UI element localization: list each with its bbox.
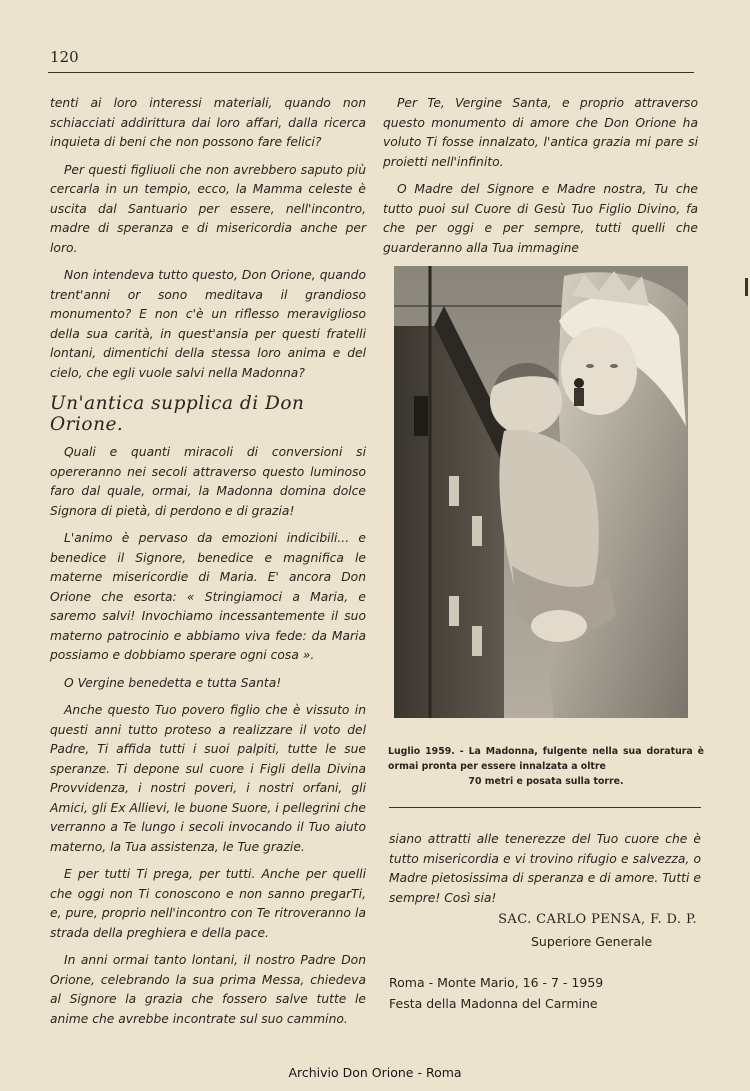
paragraph: Per Te, Vergine Santa, e proprio attraverso questo monumento di amore che Don Orione ha voluto Ti fosse innalzato, l'antica grazia mi pare si proietti nell'infinito.	[383, 96, 698, 169]
paragraph: In anni ormai tanto lontani, il nostro Padre Don Orione, celebrando la sua prima Messa, chiedeva al Signore la grazia che fossero salve tutte le anime che avrebbe incontrate sul suo cammino.	[50, 953, 366, 1026]
section-heading: Un'antica supplica di Don Orione.	[50, 393, 305, 435]
place-date: Roma - Monte Mario, 16 - 7 - 1959	[389, 975, 604, 990]
right-column-top	[383, 94, 698, 266]
caption-last-line: 70 metri e posata sulla torre.	[468, 776, 624, 787]
signature-block	[389, 912, 701, 1011]
archive-footer: Archivio Don Orione - Roma	[288, 1065, 462, 1080]
photo-caption	[388, 744, 704, 789]
signature-name: SAC. CARLO PENSA, F. D. P.	[498, 912, 697, 927]
paragraph: O Madre del Signore e Madre nostra, Tu che tutto puoi sul Cuore di Gesù Tuo Figlio Divino, fa che per oggi e per sempre, tutti quelli che guarderanno alla Tua immagine	[383, 182, 698, 255]
madonna-statue-photo	[394, 266, 688, 718]
paragraph: tenti ai loro interessi materiali, quando non schiacciati addirittura dai loro affari, dalla ricerca inquieta di beni che non possono fare felici?	[50, 96, 366, 149]
page-number: 120	[50, 48, 79, 66]
caption-text: Luglio 1959. - La Madonna, fulgente nella sua doratura è ormai pronta per essere innalzata a oltre	[388, 746, 704, 772]
paragraph: O Vergine benedetta e tutta Santa!	[64, 675, 282, 690]
right-column-bottom	[389, 830, 701, 916]
paragraph: E per tutti Ti prega, per tutti. Anche per quelli che oggi non Ti conoscono e non sanno pregarTi, e, pure, proprio nell'incontro con Te ritroveranno la strada della preghiera e della pace.	[50, 867, 366, 940]
signature-title: Superiore Generale	[531, 934, 653, 949]
paragraph: Anche questo Tuo povero figlio che è vissuto in questi anni tutto proteso a realizzare il voto del Padre, Ti affida tutti i suoi palpiti, tutte le sue speranze. Ti depone sul cuore i Figli della Divina Provvidenza, i nostri poveri, i nostri orfani, gli Amici, gli Ex Allievi, le buone Suore, i pellegrini che verranno a Te lungo i secoli invocando il Tuo aiuto materno, la Tua assistenza, le Tue grazie.	[50, 703, 366, 854]
edge-mark	[745, 278, 748, 296]
paragraph: Per questi figliuoli che non avrebbero saputo più cercarla in un tempio, ecco, la Mamma celeste è uscita dal Santuario per essere, nell'incontro, madre di speranza e di misericordia anche per loro.	[50, 162, 366, 255]
caption-rule	[389, 807, 701, 808]
paragraph: siano attratti alle tenerezze del Tuo cuore che è tutto misericordia e vi trovino rifugio e salvezza, o Madre pietosissima di speranza e di amore. Tutti e sempre! Così sia!	[389, 832, 701, 905]
paragraph: Quali e quanti miracoli di conversioni si opereranno nei secoli attraverso questo luminoso faro dal quale, ormai, la Madonna domina dolce Signora di pietà, di perdono e di grazia!	[50, 445, 366, 518]
feast-day: Festa della Madonna del Carmine	[389, 996, 598, 1011]
header-rule	[48, 72, 694, 73]
statue-photo-illustration	[394, 266, 688, 718]
paragraph: L'animo è pervaso da emozioni indicibili... e benedice il Signore, benedice e magnifica le materne misericordie di Maria. E' ancora Don Orione che esorta: « Stringiamoci a Maria, e saremo salvi! Invochiamo incessantemente il suo materno patrocinio e abbiamo viva fede: da Maria possiamo e dobbiamo sperare ogni cosa ».	[50, 531, 366, 662]
left-column	[50, 94, 366, 1037]
paragraph: Non intendeva tutto questo, Don Orione, quando trent'anni or sono meditava il grandioso monumento? E non c'è un riflesso meraviglioso della sua carità, in quest'ansia per questi fratelli lontani, dimentichi della stessa loro anima e del cielo, che egli vuole salvi nella Madonna?	[50, 268, 366, 380]
